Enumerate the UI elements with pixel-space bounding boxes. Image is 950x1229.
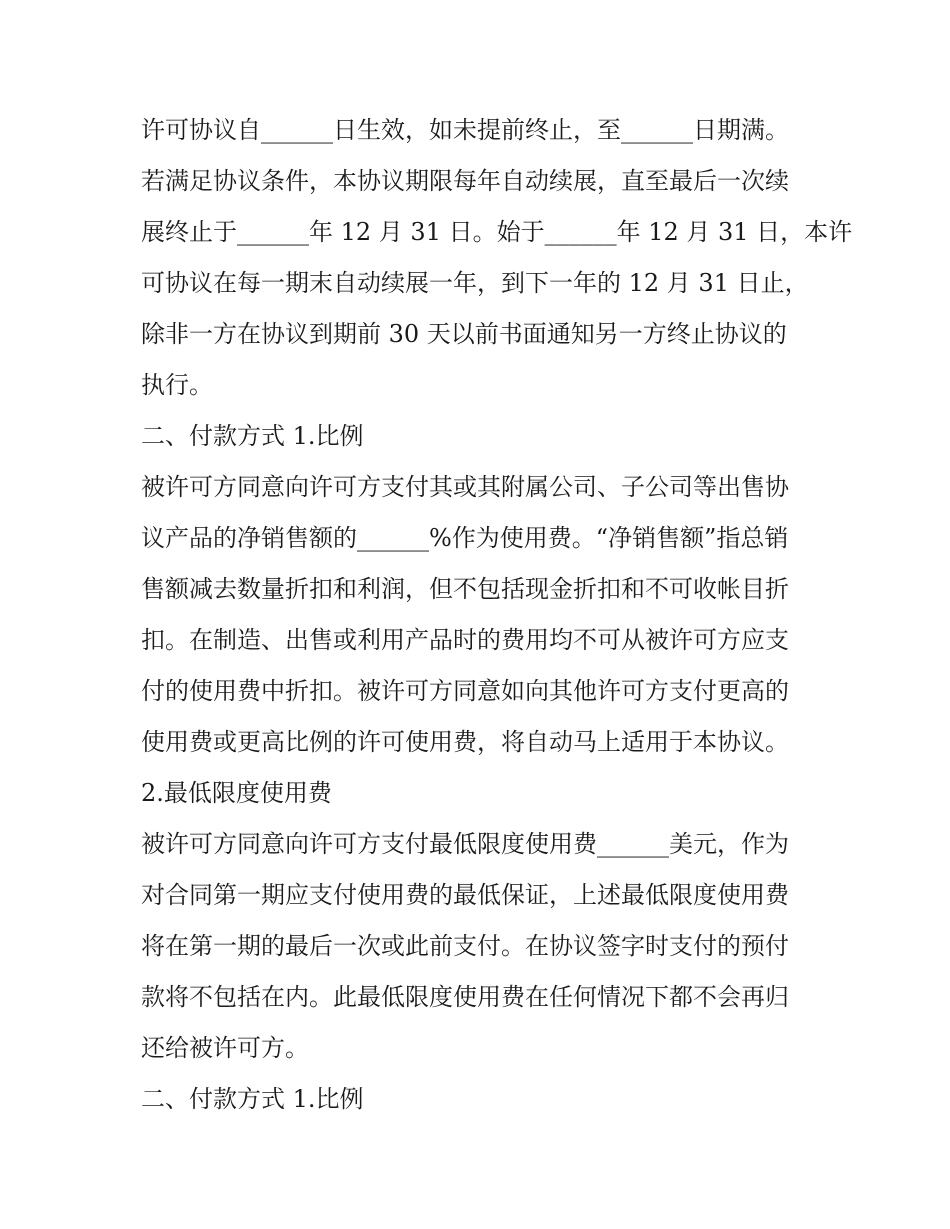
document-page — [141, 105, 853, 1125]
text-line: 还给被许可方。 — [141, 1034, 309, 1062]
text-line: 议产品的净销售额的______%作为使用费。“净销售额”指总销 — [141, 524, 789, 552]
text-line: 扣。在制造、出售或利用产品时的费用均不可从被许可方应支 — [141, 626, 789, 654]
text-line: 对合同第一期应支付使用费的最低保证，上述最低限度使用费 — [141, 881, 789, 909]
text-line: 售额减去数量折扣和利润，但不包括现金折扣和不可收帐目折 — [141, 575, 789, 603]
text-line: 使用费或更高比例的许可使用费，将自动马上适用于本协议。 — [141, 728, 789, 756]
section-heading: 二、付款方式 1.比例 — [141, 422, 364, 450]
text-line: 付的使用费中折扣。被许可方同意如向其他许可方支付更高的 — [141, 677, 789, 705]
subsection-heading: 2.最低限度使用费 — [141, 779, 332, 807]
text-line: 若满足协议条件，本协议期限每年自动续展，直至最后一次续 — [141, 167, 789, 195]
section-heading: 二、付款方式 1.比例 — [141, 1085, 364, 1113]
text-line: 许可协议自______日生效，如未提前终止，至______日期满。 — [141, 116, 789, 144]
text-line: 款将不包括在内。此最低限度使用费在任何情况下都不会再归 — [141, 983, 789, 1011]
text-line: 执行。 — [141, 371, 213, 399]
text-line: 将在第一期的最后一次或此前支付。在协议签字时支付的预付 — [141, 932, 789, 960]
text-line: 被许可方同意向许可方支付其或其附属公司、子公司等出售协 — [141, 473, 789, 501]
text-line: 被许可方同意向许可方支付最低限度使用费______美元，作为 — [141, 830, 789, 858]
text-line: 可协议在每一期末自动续展一年，到下一年的 12 月 31 日止， — [141, 269, 809, 297]
text-line: 除非一方在协议到期前 30 天以前书面通知另一方终止协议的 — [141, 320, 787, 348]
text-line: 展终止于______年 12 月 31 日。始于______年 12 月 31 日，本许 — [141, 218, 853, 246]
